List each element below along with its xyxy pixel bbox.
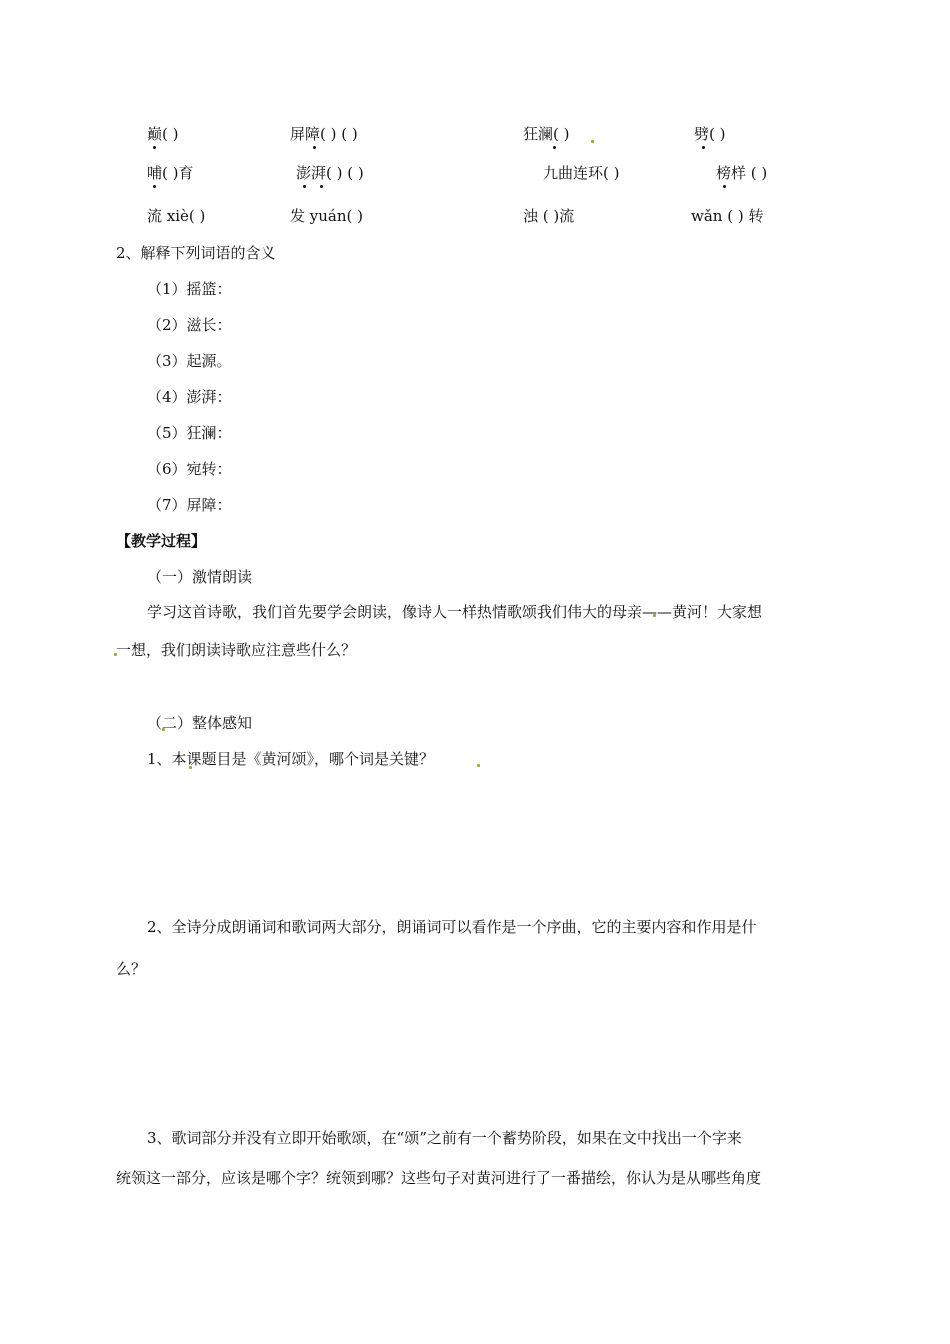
question-1: 1、本课题目是《黄河颂》，哪个词是关键？ xyxy=(147,750,435,768)
pinyin-item: 榜样 ( ) xyxy=(716,164,768,182)
emphasis-dot xyxy=(702,146,705,149)
emphasis-dot xyxy=(153,185,156,188)
emphasis-dot xyxy=(303,185,306,188)
question-3-line: 统领这一部分，应该是哪个字？统领到哪？这些句子对黄河进行了一番描绘，你认为是从哪些角度 xyxy=(116,1169,762,1187)
definition-item: （3）起源。 xyxy=(147,352,232,370)
pinyin-item: wǎn ( ) 转 xyxy=(691,207,764,225)
pinyin-item: 劈( ) xyxy=(694,125,726,143)
question-2-line: 2、全诗分成朗诵词和歌词两大部分，朗诵词可以看作是一个序曲，它的主要内容和作用是什 xyxy=(147,918,757,936)
definition-item: （7）屏障： xyxy=(147,496,232,514)
pinyin-item: 巅( ) xyxy=(147,125,179,143)
scan-speck xyxy=(477,764,480,767)
pinyin-item: 哺( )育 xyxy=(147,164,194,182)
paragraph-line: 学习这首诗歌，我们首先要学会朗读，像诗人一样热情歌颂我们伟大的母亲——黄河！大家想 xyxy=(147,603,763,621)
emphasis-dot xyxy=(723,185,726,188)
paragraph-line: 一想，我们朗读诗歌应注意些什么？ xyxy=(116,641,357,659)
pinyin-item: 澎湃( ) ( ) xyxy=(296,164,364,182)
pinyin-item: 屏障( ) ( ) xyxy=(290,125,358,143)
pinyin-item: 九曲连环( ) xyxy=(543,164,620,182)
emphasis-dot xyxy=(553,146,556,149)
pinyin-item: 流 xiè( ) xyxy=(147,207,206,225)
scan-speck xyxy=(591,140,594,143)
definition-item: （4）澎湃： xyxy=(147,388,232,406)
emphasis-dot xyxy=(320,185,323,188)
section-title: 2、解释下列词语的含义 xyxy=(116,244,276,262)
question-3-line: 3、歌词部分并没有立即开始歌颂，在“颂”之前有一个蓄势阶段，如果在文中找出一个字来 xyxy=(147,1129,742,1147)
part1-heading: （一）激情朗读 xyxy=(147,568,253,586)
definition-item: （5）狂澜： xyxy=(147,424,232,442)
emphasis-dot xyxy=(313,146,316,149)
pinyin-item: 浊 ( )流 xyxy=(523,207,575,225)
pinyin-item: 发 yuán( ) xyxy=(290,207,363,225)
part2-heading: （二）整体感知 xyxy=(147,714,253,732)
process-heading: 【教学过程】 xyxy=(116,532,207,550)
emphasis-dot xyxy=(153,146,156,149)
definition-item: （6）宛转： xyxy=(147,460,232,478)
definition-item: （2）滋长： xyxy=(147,316,232,334)
definition-item: （1）摇篮： xyxy=(147,280,232,298)
pinyin-item: 狂澜( ) xyxy=(523,125,570,143)
question-2-line: 么？ xyxy=(116,960,147,978)
